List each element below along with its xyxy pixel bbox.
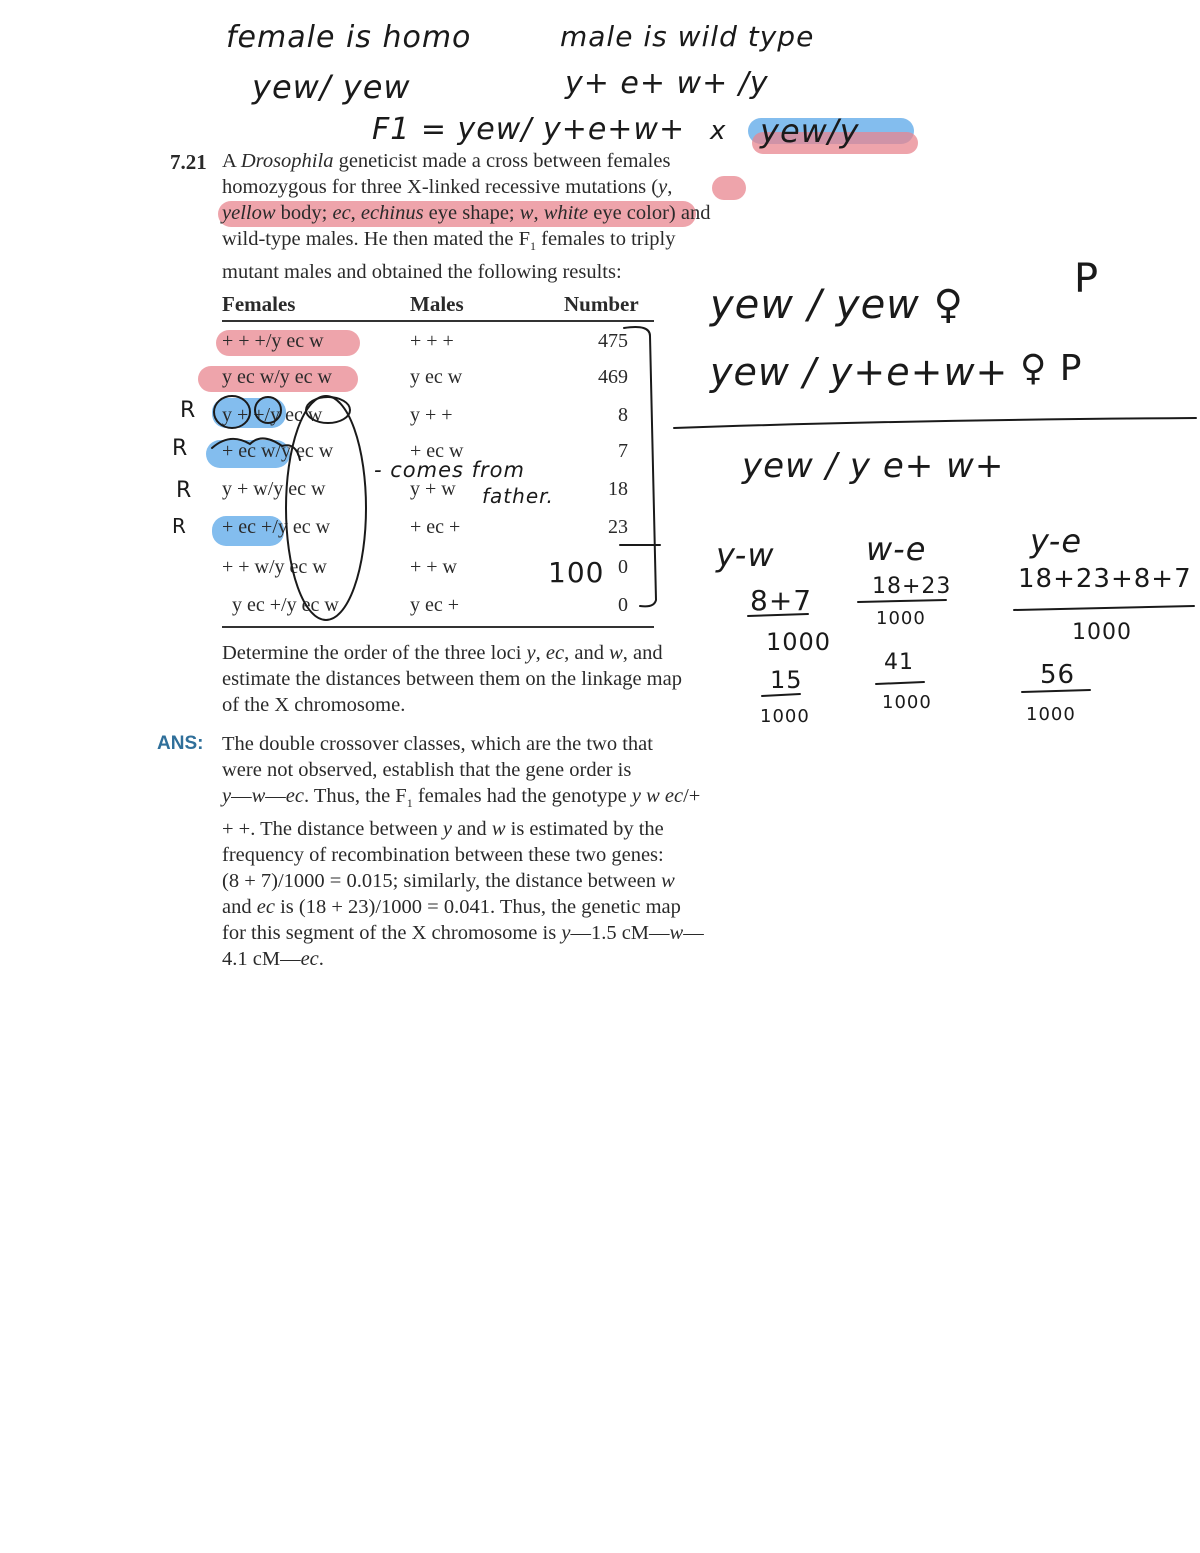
question-line-3: of the X chromosome. xyxy=(222,694,406,716)
big-divider-line xyxy=(674,418,1196,428)
table-cell-females: + ec w/y ec w xyxy=(222,440,334,462)
calc-ye-den: 1000 xyxy=(1072,620,1132,645)
note-right-line3: yew / y e+ w+ xyxy=(742,446,1005,486)
note-father: father. xyxy=(482,484,554,508)
table-cell-females: + + +/y ec w xyxy=(222,330,324,352)
note-female-genotype: yew/ yew xyxy=(252,68,411,106)
problem-number: 7.21 xyxy=(170,150,207,174)
table-cell-males: + ec w xyxy=(410,440,464,462)
calc-ye-num: 18+23+8+7 xyxy=(1018,564,1192,594)
calc-yw-den: 1000 xyxy=(766,628,832,656)
note-right-p1: P xyxy=(1074,256,1100,302)
bracket-right xyxy=(624,327,656,606)
answer-line-3: y—w—ec. Thus, the $F_1$ females had the genotype y w ec/+ xyxy=(222,785,701,811)
note-right-line1: yew / yew ♀ xyxy=(710,282,964,328)
calc-we-res-num: 41 xyxy=(884,650,914,675)
problem-line-5: mutant males and obtained the following results: xyxy=(222,261,622,284)
problem-line-3: yellow body; ec, echinus eye shape; w, white eye color) and xyxy=(222,202,711,224)
answer-line-8: for this segment of the X chromosome is y—1.5 cM—w— xyxy=(222,922,704,945)
note-comes-from: - comes from xyxy=(374,458,525,482)
table-header-females: Females xyxy=(222,292,296,316)
answer-line-5: frequency of recombination between these two genes: xyxy=(222,844,664,867)
table-cell-number: 475 xyxy=(598,330,628,352)
table-header-males: Males xyxy=(410,292,464,316)
calc-we-den: 1000 xyxy=(876,608,926,629)
note-cross-x: x xyxy=(710,116,727,146)
circle-y xyxy=(214,396,250,428)
table-cell-males: y + w xyxy=(410,478,456,500)
table-cell-females: + + w/y ec w xyxy=(222,556,327,578)
note-right-line2: yew / y+e+w+ xyxy=(710,350,1009,394)
note-f1-genotype: F1 = yew/ y+e+w+ xyxy=(372,112,686,147)
table-cell-number: 18 xyxy=(608,478,628,500)
table-cell-number: 7 xyxy=(618,440,628,462)
table-cell-males: y ec w xyxy=(410,366,463,388)
calc-we-num: 18+23 xyxy=(872,574,952,599)
note-hundred: 100 xyxy=(548,556,605,589)
note-male-genotype: y+ e+ w+ /y xyxy=(565,66,769,101)
answer-line-7: and ec is (18 + 23)/1000 = 0.041. Thus, the genetic map xyxy=(222,896,681,919)
frac-yw-2 xyxy=(762,694,800,696)
note-female-homo: female is homo xyxy=(226,20,472,55)
calc-ye-head: y-e xyxy=(1030,522,1083,560)
frac-ye-1 xyxy=(1014,606,1194,610)
answer-line-1: The double crossover classes, which are the two that xyxy=(222,733,653,755)
problem-line-4: wild-type males. He then mated the $F_1$ females to triply xyxy=(222,228,676,254)
calc-yw-res-den: 1000 xyxy=(760,706,810,727)
circle-column xyxy=(286,396,366,620)
calc-we-res-den: 1000 xyxy=(882,692,932,713)
table-cell-females: y ec w/y ec w xyxy=(222,366,332,388)
table-cell-males: + + + xyxy=(410,330,454,352)
calc-ye-res-den: 1000 xyxy=(1026,704,1076,725)
table-cell-number: 0 xyxy=(618,556,628,578)
calc-yw-head: y-w xyxy=(716,536,775,574)
calc-we-head: w-e xyxy=(866,530,927,568)
frac-we-1 xyxy=(858,600,946,602)
table-header-number: Number xyxy=(564,292,639,316)
table-cell-males: y + + xyxy=(410,404,453,426)
circle-ec xyxy=(306,397,350,423)
table-cell-females: y + +/y ec w xyxy=(222,404,323,426)
note-f1-male: yew/y xyxy=(760,112,860,150)
problem-line-1: A Drosophila geneticist made a cross between females xyxy=(222,150,671,172)
table-cell-number: 0 xyxy=(618,594,628,616)
table-cell-number: 23 xyxy=(608,516,628,538)
note-male-wild: male is wild type xyxy=(560,20,815,53)
circle-plus xyxy=(255,397,281,423)
table-cell-females: y ec +/y ec w xyxy=(232,594,339,616)
margin-label-r3: R xyxy=(176,478,193,503)
table-cell-males: + + w xyxy=(410,556,458,578)
table-cell-number: 8 xyxy=(618,404,628,426)
question-line-1: Determine the order of the three loci y, ec, and w, and xyxy=(222,642,663,664)
frac-yw-1 xyxy=(748,614,808,616)
scribble-row4 xyxy=(212,438,300,460)
table-cell-males: y ec + xyxy=(410,594,460,616)
table-cell-number: 469 xyxy=(598,366,628,388)
table-cell-females: + ec +/y ec w xyxy=(222,516,331,538)
frac-we-2 xyxy=(876,682,924,684)
calc-yw-res-num: 15 xyxy=(770,666,803,694)
frac-ye-2 xyxy=(1022,690,1090,692)
calc-ye-res-num: 56 xyxy=(1040,660,1076,690)
table-cell-males: + ec + xyxy=(410,516,461,538)
margin-label-r2: R xyxy=(172,436,189,461)
margin-label-r1: R xyxy=(180,398,197,423)
answer-line-6: (8 + 7)/1000 = 0.015; similarly, the distance between w xyxy=(222,870,675,893)
table-cell-females: y + w/y ec w xyxy=(222,478,326,500)
answer-label: ANS: xyxy=(157,733,204,754)
problem-line-2: homozygous for three X-linked recessive mutations (y, xyxy=(222,176,673,198)
note-right-line2-sym: ♀ P xyxy=(1020,348,1083,389)
answer-line-2: were not observed, establish that the gene order is xyxy=(222,759,632,781)
answer-line-9: 4.1 cM—ec. xyxy=(222,948,324,971)
calc-yw-num: 8+7 xyxy=(750,584,813,617)
question-line-2: estimate the distances between them on the linkage map xyxy=(222,668,682,690)
margin-label-r4: R xyxy=(172,514,187,538)
answer-line-4: + +. The distance between y and w is estimated by the xyxy=(222,818,664,841)
